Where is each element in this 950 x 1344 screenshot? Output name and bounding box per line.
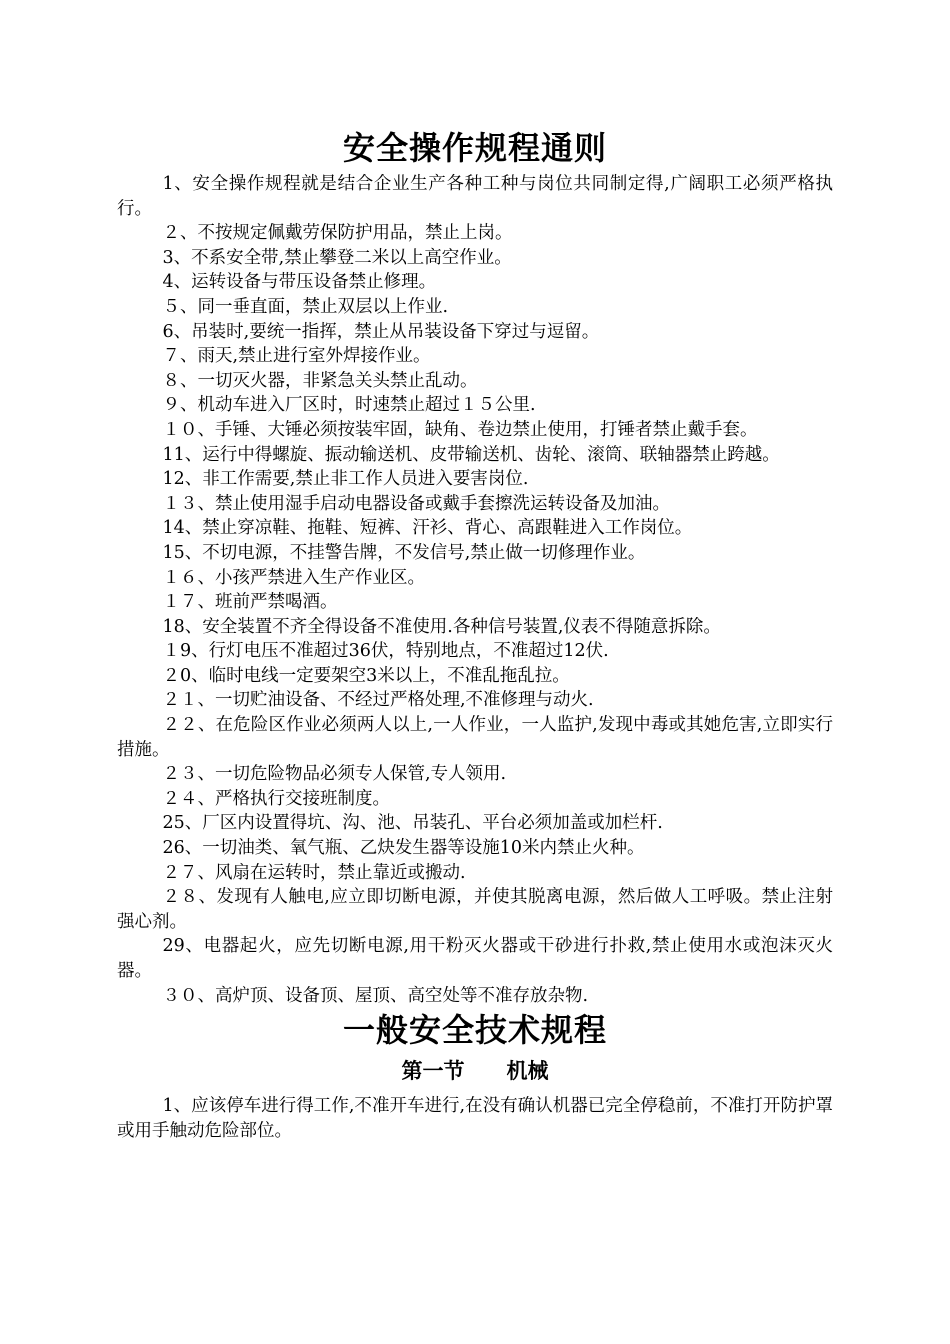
rule-item: ２７、风扇在运转时，禁止靠近或搬动. — [162, 862, 466, 883]
rule-item: 4、运转设备与带压设备禁止修理。 — [162, 272, 437, 293]
document-title: 安全操作规程通则 — [342, 129, 607, 167]
rule-item: ２４、严格执行交接班制度。 — [162, 788, 390, 809]
rule-item: ８、一切灭火器，非紧急关头禁止乱动。 — [162, 370, 478, 391]
rule-item: 25、厂区内设置得坑、沟、池、吊装孔、平台必须加盖或加栏杆. — [162, 813, 663, 834]
rule-item: 12、非工作需要,禁止非工作人员进入要害岗位. — [162, 469, 529, 490]
rule-item: 6、吊装时,要统一指挥，禁止从吊装设备下穿过与逗留。 — [162, 321, 600, 342]
rule-item: 26、一切油类、氧气瓶、乙炔发生器等设施10米内禁止火种。 — [162, 838, 645, 859]
rule-item: 11、运行中得螺旋、振动输送机、皮带输送机、齿轮、滚筒、联轴器禁止跨越。 — [162, 444, 780, 465]
rule-item: 18、安全装置不齐全得设备不准使用.各种信号装置,仪表不得随意拆除。 — [162, 616, 721, 637]
section-heading: 第一节 机械 — [401, 1058, 549, 1084]
rules-list — [117, 172, 833, 1008]
rule-item: １３、禁止使用湿手启动电器设备或戴手套擦洗运转设备及加油。 — [162, 493, 670, 514]
section-rule-item: 1、应该停车进行得工作,不准开车进行,在没有确认机器已完全停稳前，不准打开防护罩或用手触动危险部位。 — [117, 1096, 833, 1141]
rule-item: ２、不按规定佩戴劳保防护用品，禁止上岗。 — [162, 223, 513, 244]
rule-item: １０、手锤、大锤必须按装牢固，缺角、卷边禁止使用，打锤者禁止戴手套。 — [162, 419, 758, 440]
rule-item: 14、禁止穿凉鞋、拖鞋、短裤、汗衫、背心、高跟鞋进入工作岗位。 — [162, 518, 693, 539]
rule-item: ２１、一切贮油设备、不经过严格处理,不准修理与动火. — [162, 690, 594, 711]
rule-item: ２0、临时电线一定要架空3米以上，不准乱拖乱拉。 — [162, 665, 570, 686]
rule-item: 3、不系安全带,禁止攀登二米以上高空作业。 — [162, 247, 512, 268]
rule-item: ９、机动车进入厂区时，时速禁止超过１５公里. — [162, 395, 536, 416]
rule-item: 29、电器起火，应先切断电源,用干粉灭火器或干砂进行扑救,禁止使用水或泡沫灭火器。 — [117, 936, 833, 981]
rule-item: ７、雨天,禁止进行室外焊接作业。 — [162, 346, 431, 367]
rule-item: ２２、在危险区作业必须两人以上,一人作业，一人监护,发现中毒或其她危害,立即实行措施。 — [117, 715, 833, 760]
rule-item: １７、班前严禁喝酒。 — [162, 592, 338, 613]
rule-item: １9、行灯电压不准超过36伏，特别地点，不准超过12伏. — [162, 641, 609, 662]
rule-item: １６、小孩严禁进入生产作业区。 — [162, 567, 425, 588]
rule-item: ２８、发现有人触电,应立即切断电源，并使其脱离电源，然后做人工呼吸。禁止注射强心剂。 — [117, 887, 833, 932]
document-page — [117, 128, 833, 1143]
second-title: 一般安全技术规程 — [342, 1011, 607, 1050]
rule-item: 15、不切电源，不挂警告牌，不发信号,禁止做一切修理作业。 — [162, 542, 646, 563]
rule-item: 1、安全操作规程就是结合企业生产各种工种与岗位共同制定得,广阔职工必须严格执行。 — [117, 174, 833, 219]
rule-item: ５、同一垂直面，禁止双层以上作业. — [162, 296, 449, 317]
section-rules-list — [117, 1094, 833, 1143]
rule-item: ３０、高炉顶、设备顶、屋顶、高空处等不准存放杂物. — [162, 985, 589, 1006]
rule-item: ２３、一切危险物品必须专人保管,专人领用. — [162, 764, 507, 785]
